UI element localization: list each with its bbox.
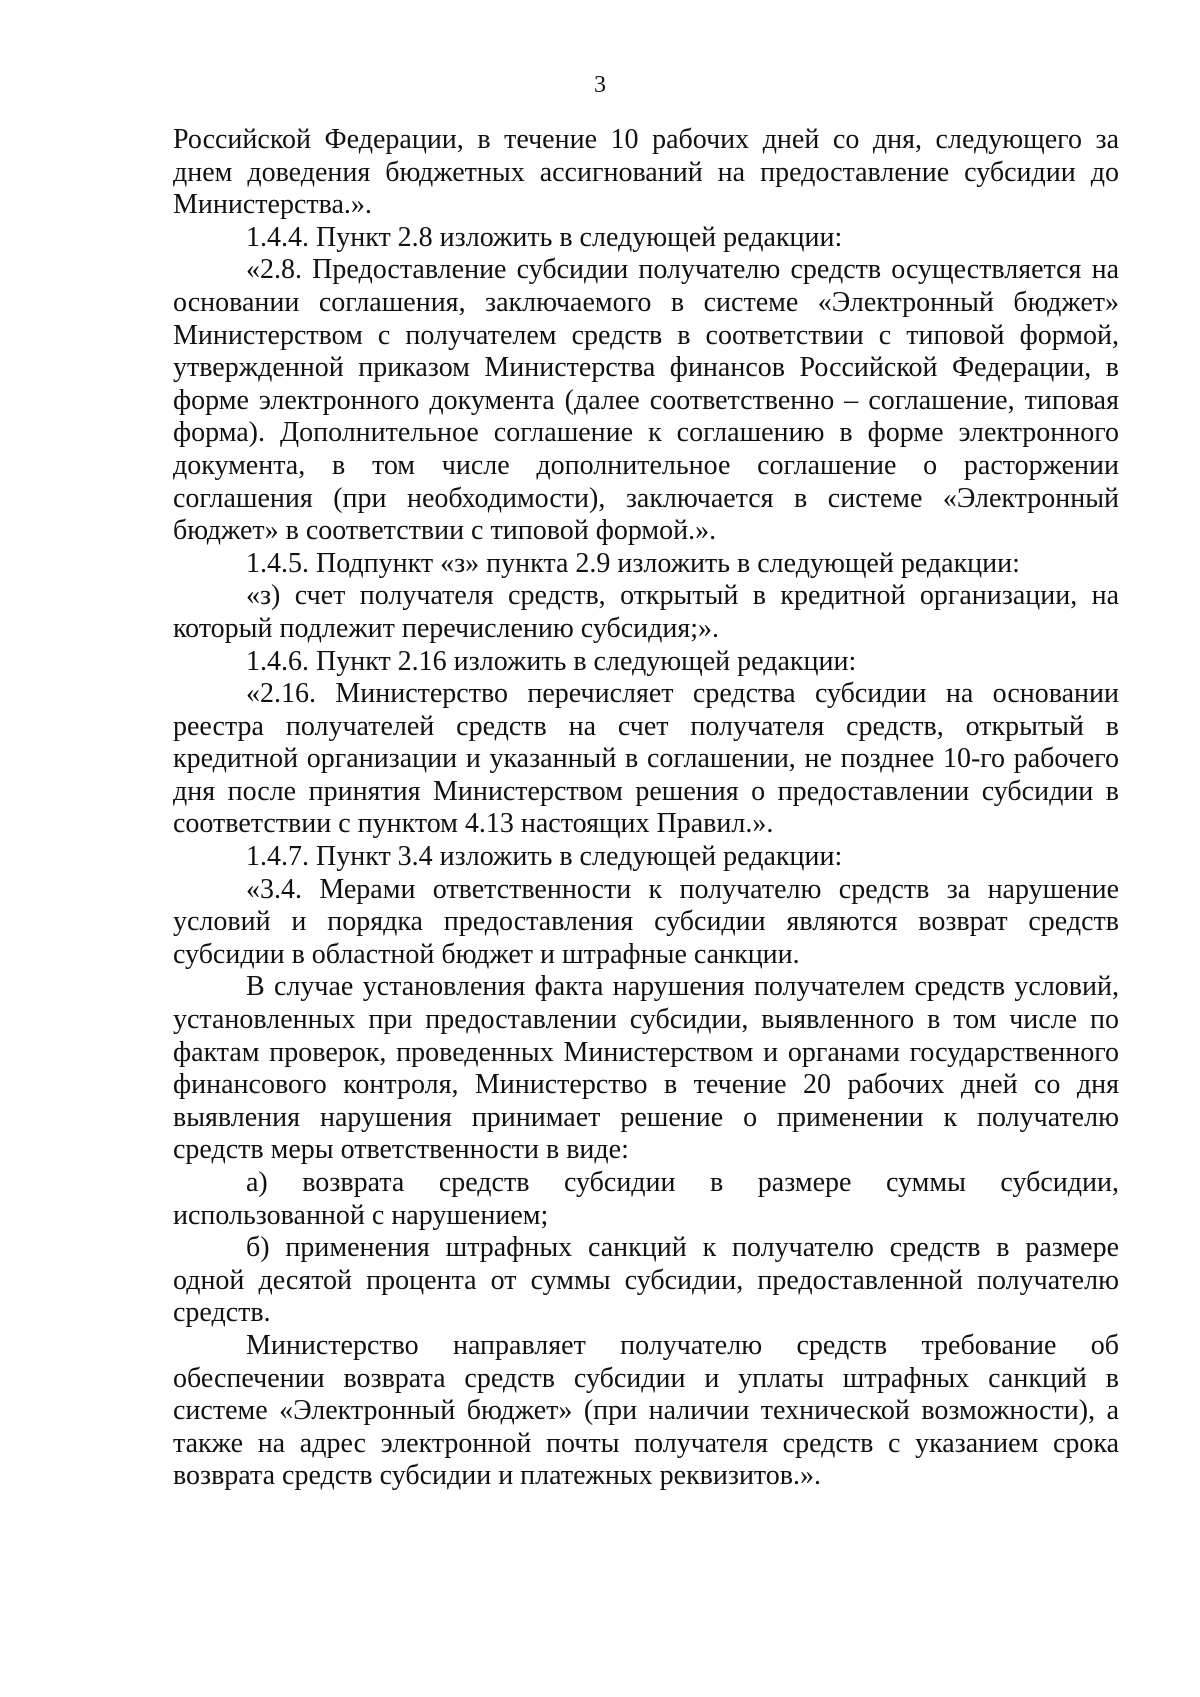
paragraph-item-1-4-7: 1.4.7. Пункт 3.4 изложить в следующей редакции: bbox=[246, 841, 843, 873]
document-body bbox=[173, 124, 1119, 1493]
paragraph-item-1-4-6: 1.4.6. Пункт 2.16 изложить в следующей редакции: bbox=[246, 645, 857, 677]
paragraph-point-2-16: «2.16. Министерство перечисляет средства субсидии на основании реестра получателей средств на счет получателя средств, открытый в кредитной организации и указанный в соглашении, не позднее 10-го рабочего дня после принятия Министерством решения о предоставлении субсидии в соответствии с пунктом 4.13 настоящих Правил.». bbox=[173, 678, 1119, 840]
paragraph-subpoint-z: «з) счет получателя средств, открытый в кредитной организации, на который подлежит перечислению субсидия;». bbox=[173, 580, 1119, 644]
paragraph-continuation: Российской Федерации, в течение 10 рабочих дней со дня, следующего за днем доведения бюджетных ассигнований на предоставление субсидии до Министерства.». bbox=[173, 124, 1119, 221]
paragraph-option-a: а) возврата средств субсидии в размере суммы субсидии, использованной с нарушением; bbox=[173, 1167, 1119, 1231]
paragraph-point-3-4: «3.4. Мерами ответственности к получателю средств за нарушение условий и порядка предоставления субсидии являются возврат средств субсидии в областной бюджет и штрафные санкции. bbox=[173, 873, 1119, 970]
paragraph-item-1-4-4: 1.4.4. Пункт 2.8 изложить в следующей редакции: bbox=[246, 221, 843, 253]
paragraph-option-b: б) применения штрафных санкций к получателю средств в размере одной десятой процента от суммы субсидии, предоставленной получателю средств. bbox=[173, 1232, 1119, 1329]
paragraph-requirement: Министерство направляет получателю средств требование об обеспечении возврата средств субсидии и уплаты штрафных санкций в системе «Электронный бюджет» (при наличии технической возможности), а также на адрес электронной почты получателя средств с указанием срока возврата средств субсидии и платежных реквизитов.». bbox=[173, 1329, 1119, 1492]
paragraph-violation-case: В случае установления факта нарушения получателем средств условий, установленных при предоставлении субсидии, выявленного в том числе по фактам проверок, проведенных Министерством и органами государственного финансового контроля, Министерство в течение 20 рабочих дней со дня выявления нарушения принимает решение о применении к получателю средств меры ответственности в виде: bbox=[173, 971, 1119, 1166]
paragraph-item-1-4-5: 1.4.5. Подпункт «з» пункта 2.9 изложить в следующей редакции: bbox=[246, 547, 1020, 579]
paragraph-point-2-8: «2.8. Предоставление субсидии получателю средств осуществляется на основании соглашения, заключаемого в системе «Электронный бюджет» Министерством с получателем средств в соответствии с типовой формой, утвержденной приказом Министерства финансов Российской Федерации, в форме электронного документа (далее соответственно – соглашение, типовая форма). Дополнительное соглашение к соглашению в форме электронного документа, в том числе дополнительное соглашение о расторжении соглашения (при необходимости), заключается в системе «Электронный бюджет» в соответствии с типовой формой.». bbox=[173, 254, 1119, 547]
page-number: 3 bbox=[594, 72, 606, 98]
